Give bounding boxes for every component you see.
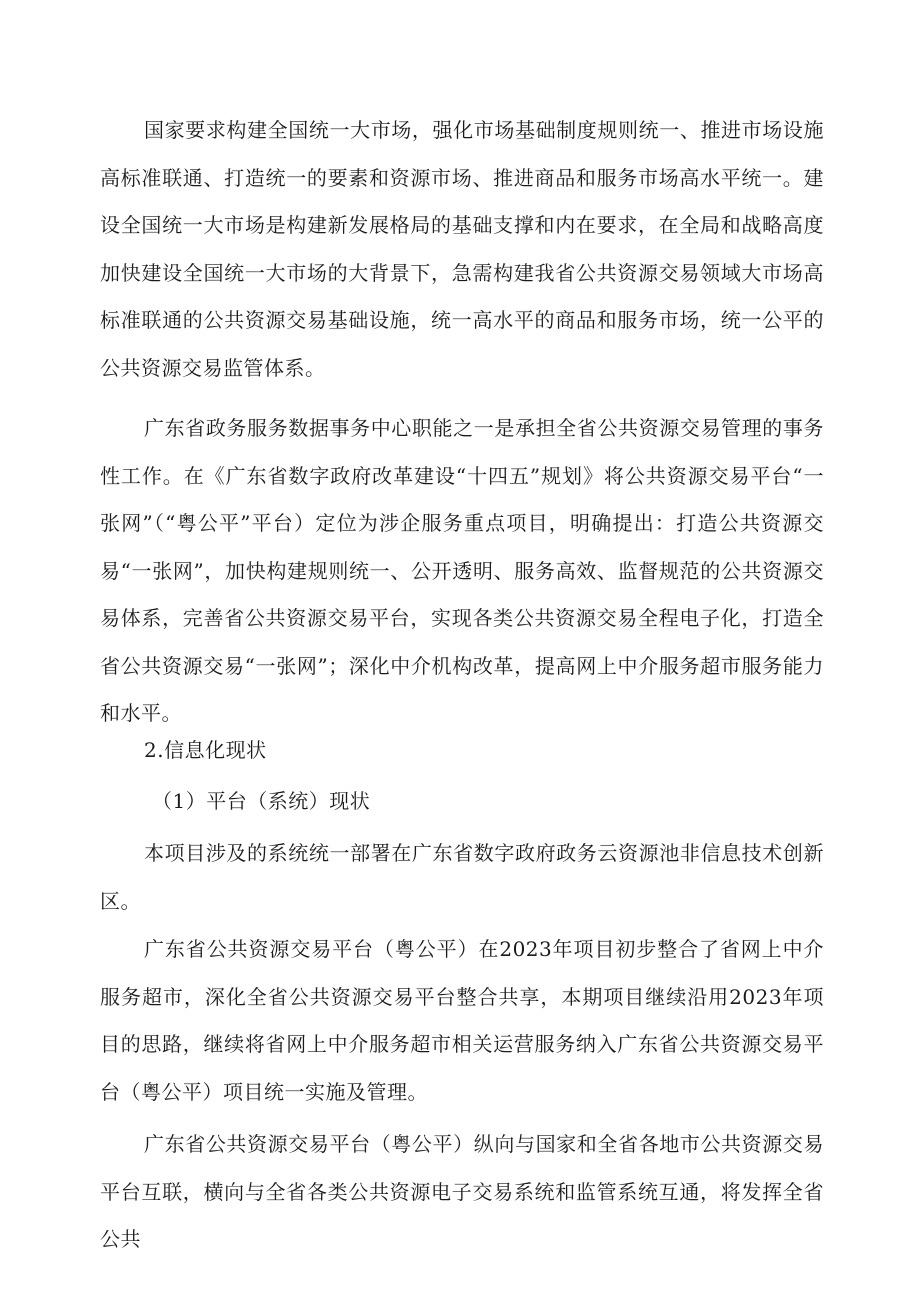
body-paragraph: 广东省政务服务数据事务中心职能之一是承担全省公共资源交易管理的事务性工作。在《广东省数字政府改革建设“十四五”规划》将公共资源交易平台“一张网”（“粤公平”平台）定位为涉企服务重点项目，明确提出：打造公共资源交易“一张网”，加快构建规则统一、公开透明、服务高效、监督规范的公共资源交易体系，完善省公共资源交易平台，实现各类公共资源交易全程电子化，打造全省公共资源交易“一张网”；深化中介机构改革，提高网上中介服务超市服务能力和水平。 xyxy=(100,416,824,725)
body-paragraph: 国家要求构建全国统一大市场，强化市场基础制度规则统一、推进市场设施高标准联通、打造统一的要素和资源市场、推进商品和服务市场高水平统一。建设全国统一大市场是构建新发展格局的基础支撑和内在要求，在全局和战略高度加快建设全国统一大市场的大背景下，急需构建我省公共资源交易领域大市场高标准联通的公共资源交易基础设施，统一高水平的商品和服务市场，统一公平的公共资源交易监管体系。 xyxy=(100,118,824,380)
subsection-heading: （1）平台（系统）现状 xyxy=(152,789,371,813)
section-heading: 2.信息化现状 xyxy=(144,738,267,762)
body-paragraph: 本项目涉及的系统统一部署在广东省数字政府政务云资源池非信息技术创新区。 xyxy=(100,841,824,913)
body-paragraph: 广东省公共资源交易平台（粤公平）纵向与国家和全省各地市公共资源交易平台互联，横向与全省各类公共资源电子交易系统和监管系统互通，将发挥全省公共 xyxy=(100,1132,824,1251)
body-paragraph: 广东省公共资源交易平台（粤公平）在2023年项目初步整合了省网上中介服务超市，深化全省公共资源交易平台整合共享，本期项目继续沿用2023年项目的思路，继续将省网上中介服务超市相关运营服务纳入广东省公共资源交易平台（粤公平）项目统一实施及管理。 xyxy=(100,937,824,1104)
